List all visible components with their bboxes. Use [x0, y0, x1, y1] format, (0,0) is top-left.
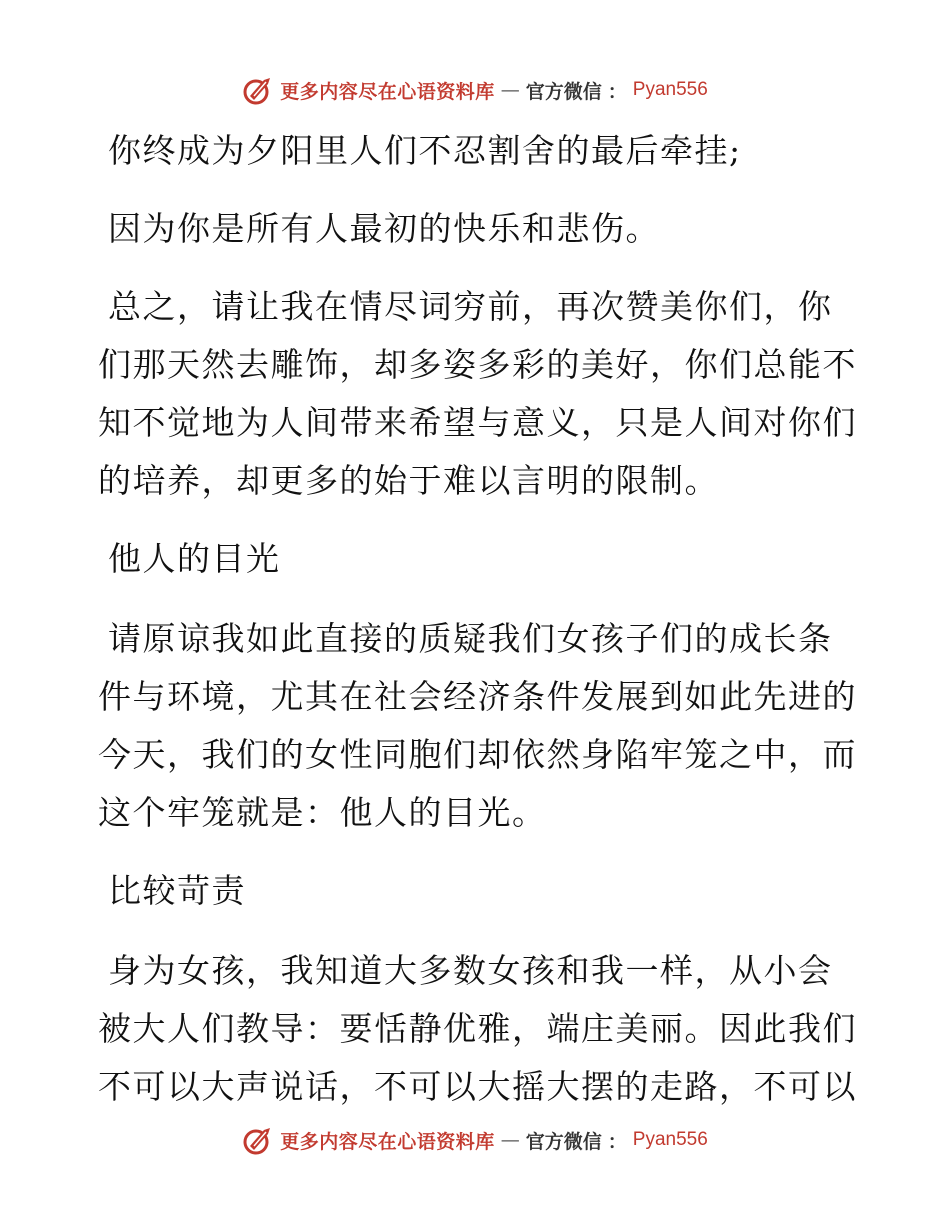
footer-banner [242, 1124, 708, 1156]
paragraph: 身为女孩，我知道大多数女孩和我一样，从小会被大人们教导：要恬静优雅，端庄美丽。因此我们不可以大声说话，不可以大摇大摆的走路，不可以 [98, 951, 857, 1106]
footer-banner-title: 更多内容尽在心语资料库 [280, 1130, 495, 1153]
quill-pen-logo-icon [242, 1124, 274, 1156]
page-footer [0, 1120, 950, 1160]
header-banner-dash: — [500, 79, 520, 101]
footer-banner-official-label: 官方微信 [525, 1130, 602, 1153]
header-banner-colon: ： [607, 80, 627, 103]
header-banner-wechat-id: Pyan556 [632, 79, 708, 100]
section-heading: 比较苛责 [108, 871, 246, 910]
paragraph: 总之，请让我在情尽词穷前，再次赞美你们，你们那天然去雕饰，却多姿多彩的美好，你们总能不知不觉地为人间带来希望与意义，只是人间对你们的培养，却更多的始于难以言明的限制。 [98, 287, 857, 500]
header-banner [242, 74, 708, 106]
paragraph: 你终成为夕阳里人们不忍割舍的最后牵挂; [108, 131, 742, 170]
footer-banner-wechat-id: Pyan556 [632, 1129, 708, 1150]
document-body [98, 122, 858, 1136]
paragraph: 因为你是所有人最初的快乐和悲伤。 [108, 209, 660, 248]
footer-banner-colon: ： [607, 1130, 627, 1153]
header-banner-official-label: 官方微信 [525, 80, 602, 103]
quill-pen-logo-icon [242, 74, 274, 106]
footer-banner-dash: — [500, 1129, 520, 1151]
paragraph: 请原谅我如此直接的质疑我们女孩子们的成长条件与环境，尤其在社会经济条件发展到如此先进的今天，我们的女性同胞们却依然身陷牢笼之中，而这个牢笼就是：他人的目光。 [98, 619, 857, 832]
page-header [0, 70, 950, 110]
header-banner-title: 更多内容尽在心语资料库 [280, 80, 495, 103]
section-heading: 他人的目光 [108, 539, 281, 578]
